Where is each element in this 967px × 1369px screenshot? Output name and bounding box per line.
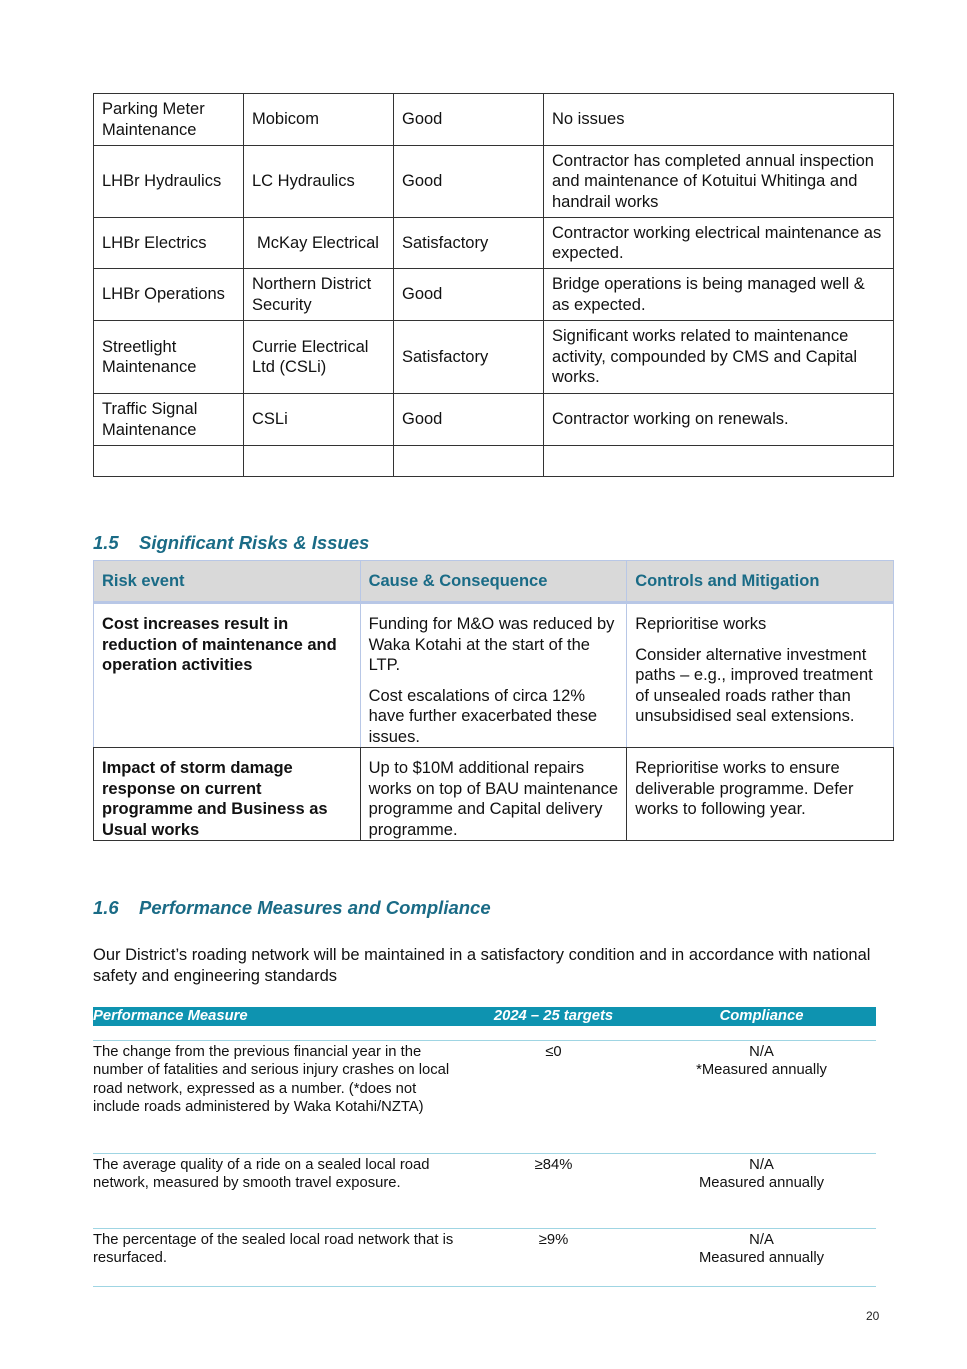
- contractor-cell: Northern District Security: [244, 269, 394, 321]
- service-cell: Parking Meter Maintenance: [94, 94, 244, 146]
- contractor-cell: McKay Electrical: [244, 218, 394, 269]
- comment-cell: Significant works related to maintenance activity, compounded by CMS and Capital works.: [544, 321, 894, 394]
- compliance-note: Measured annually: [698, 1175, 825, 1192]
- cause-cell: [360, 748, 627, 841]
- column-header: Compliance: [647, 1007, 876, 1026]
- comment-cell: Contractor has completed annual inspection and maintenance of Kotuitui Whitinga and handrail works: [544, 146, 894, 218]
- table-row: [93, 1040, 876, 1153]
- table-row: [94, 321, 894, 394]
- controls-paragraph: Reprioritise works to ensure deliverable programme. Defer works to following year.: [635, 759, 854, 818]
- controls-paragraph: Reprioritise works: [635, 615, 767, 633]
- compliance-value: N/A: [749, 1156, 774, 1173]
- column-header: Performance Measure: [93, 1007, 460, 1026]
- table-row: [94, 603, 894, 748]
- compliance-note: Measured annually: [698, 1250, 825, 1267]
- contractor-cell: LC Hydraulics: [244, 146, 394, 218]
- comment-cell: Bridge operations is being managed well & as expected.: [544, 269, 894, 321]
- table-row: [93, 1228, 876, 1286]
- section-heading-risks: [93, 532, 369, 554]
- page-number: 20: [866, 1309, 880, 1323]
- compliance-value: N/A: [749, 1043, 774, 1060]
- risk-event-cell: Cost increases result in reduction of maintenance and operation activities: [94, 603, 361, 748]
- target-cell: ≥9%: [460, 1228, 647, 1286]
- table-row: [94, 146, 894, 218]
- comment-cell: Contractor working on renewals.: [544, 394, 894, 446]
- section-heading-performance: [93, 897, 491, 919]
- measure-cell: The percentage of the sealed local road network that is resurfaced.: [93, 1228, 460, 1286]
- section-title: Performance Measures and Compliance: [139, 897, 491, 918]
- compliance-cell: [647, 1228, 876, 1286]
- service-cell: LHBr Operations: [94, 269, 244, 321]
- service-cell: LHBr Hydraulics: [94, 146, 244, 218]
- comment-cell: No issues: [544, 94, 894, 146]
- target-cell: ≤0: [460, 1040, 647, 1153]
- section-title: Significant Risks & Issues: [139, 532, 370, 553]
- table-header-row: [93, 1007, 876, 1026]
- table-row: [94, 94, 894, 146]
- table-row: [93, 1153, 876, 1228]
- risk-table: [93, 560, 894, 841]
- contractor-cell: Currie Electrical Ltd (CSLi): [244, 321, 394, 394]
- controls-paragraph: Consider alternative investment paths – e.g., improved treatment of unsealed roads rather than unsubsidised seal extensions.: [635, 645, 873, 725]
- service-cell: LHBr Electrics: [94, 218, 244, 269]
- measure-cell: The change from the previous financial year in the number of fatalities and serious injury crashes on local road network, expressed as a number. (*does not include roads administered by Waka Kotahi/NZTA): [93, 1040, 460, 1153]
- rating-cell: Satisfactory: [394, 321, 544, 394]
- compliance-note: *Measured annually: [696, 1062, 827, 1079]
- rating-cell: Good: [394, 269, 544, 321]
- controls-cell: [627, 603, 894, 748]
- cause-paragraph: Funding for M&O was reduced by Waka Kotahi at the start of the LTP.: [368, 615, 615, 674]
- service-cell: Traffic Signal Maintenance: [94, 394, 244, 446]
- table-row: [94, 394, 894, 446]
- comment-cell: Contractor working electrical maintenance as expected.: [544, 218, 894, 269]
- empty-table-row: [94, 446, 894, 477]
- rating-cell: Good: [394, 146, 544, 218]
- table-header-row: [94, 561, 894, 603]
- measure-cell: The average quality of a ride on a sealed local road network, measured by smooth travel exposure.: [93, 1153, 460, 1228]
- column-header: 2024 – 25 targets: [460, 1007, 647, 1026]
- rating-cell: Satisfactory: [394, 218, 544, 269]
- compliance-cell: [647, 1040, 876, 1153]
- contractor-cell: CSLi: [244, 394, 394, 446]
- section-number: 1.5: [93, 532, 119, 553]
- compliance-cell: [647, 1153, 876, 1228]
- column-header: Risk event: [94, 561, 361, 603]
- target-cell: ≥84%: [460, 1153, 647, 1228]
- cause-cell: [360, 603, 627, 748]
- cause-paragraph: Up to $10M additional repairs works on top of BAU maintenance programme and Capital delivery programme.: [368, 759, 619, 839]
- compliance-value: N/A: [749, 1231, 774, 1248]
- table-row: [94, 748, 894, 841]
- cause-paragraph: Cost escalations of circa 12% have further exacerbated these issues.: [368, 686, 597, 746]
- column-header: Cause & Consequence: [360, 561, 627, 603]
- column-header: Controls and Mitigation: [627, 561, 894, 603]
- performance-table: [93, 1007, 876, 1287]
- risk-event-cell: Impact of storm damage response on current programme and Business as Usual works: [94, 748, 361, 841]
- section-number: 1.6: [93, 897, 119, 918]
- table-row: [94, 269, 894, 321]
- controls-cell: [627, 748, 894, 841]
- rating-cell: Good: [394, 394, 544, 446]
- contractor-cell: Mobicom: [244, 94, 394, 146]
- rating-cell: Good: [394, 94, 544, 146]
- contractor-table: [93, 93, 894, 477]
- service-cell: Streetlight Maintenance: [94, 321, 244, 394]
- table-row: [94, 218, 894, 269]
- intro-paragraph: Our District’s roading network will be maintained in a satisfactory condition and in accordance with national safety and engineering standards: [93, 946, 871, 985]
